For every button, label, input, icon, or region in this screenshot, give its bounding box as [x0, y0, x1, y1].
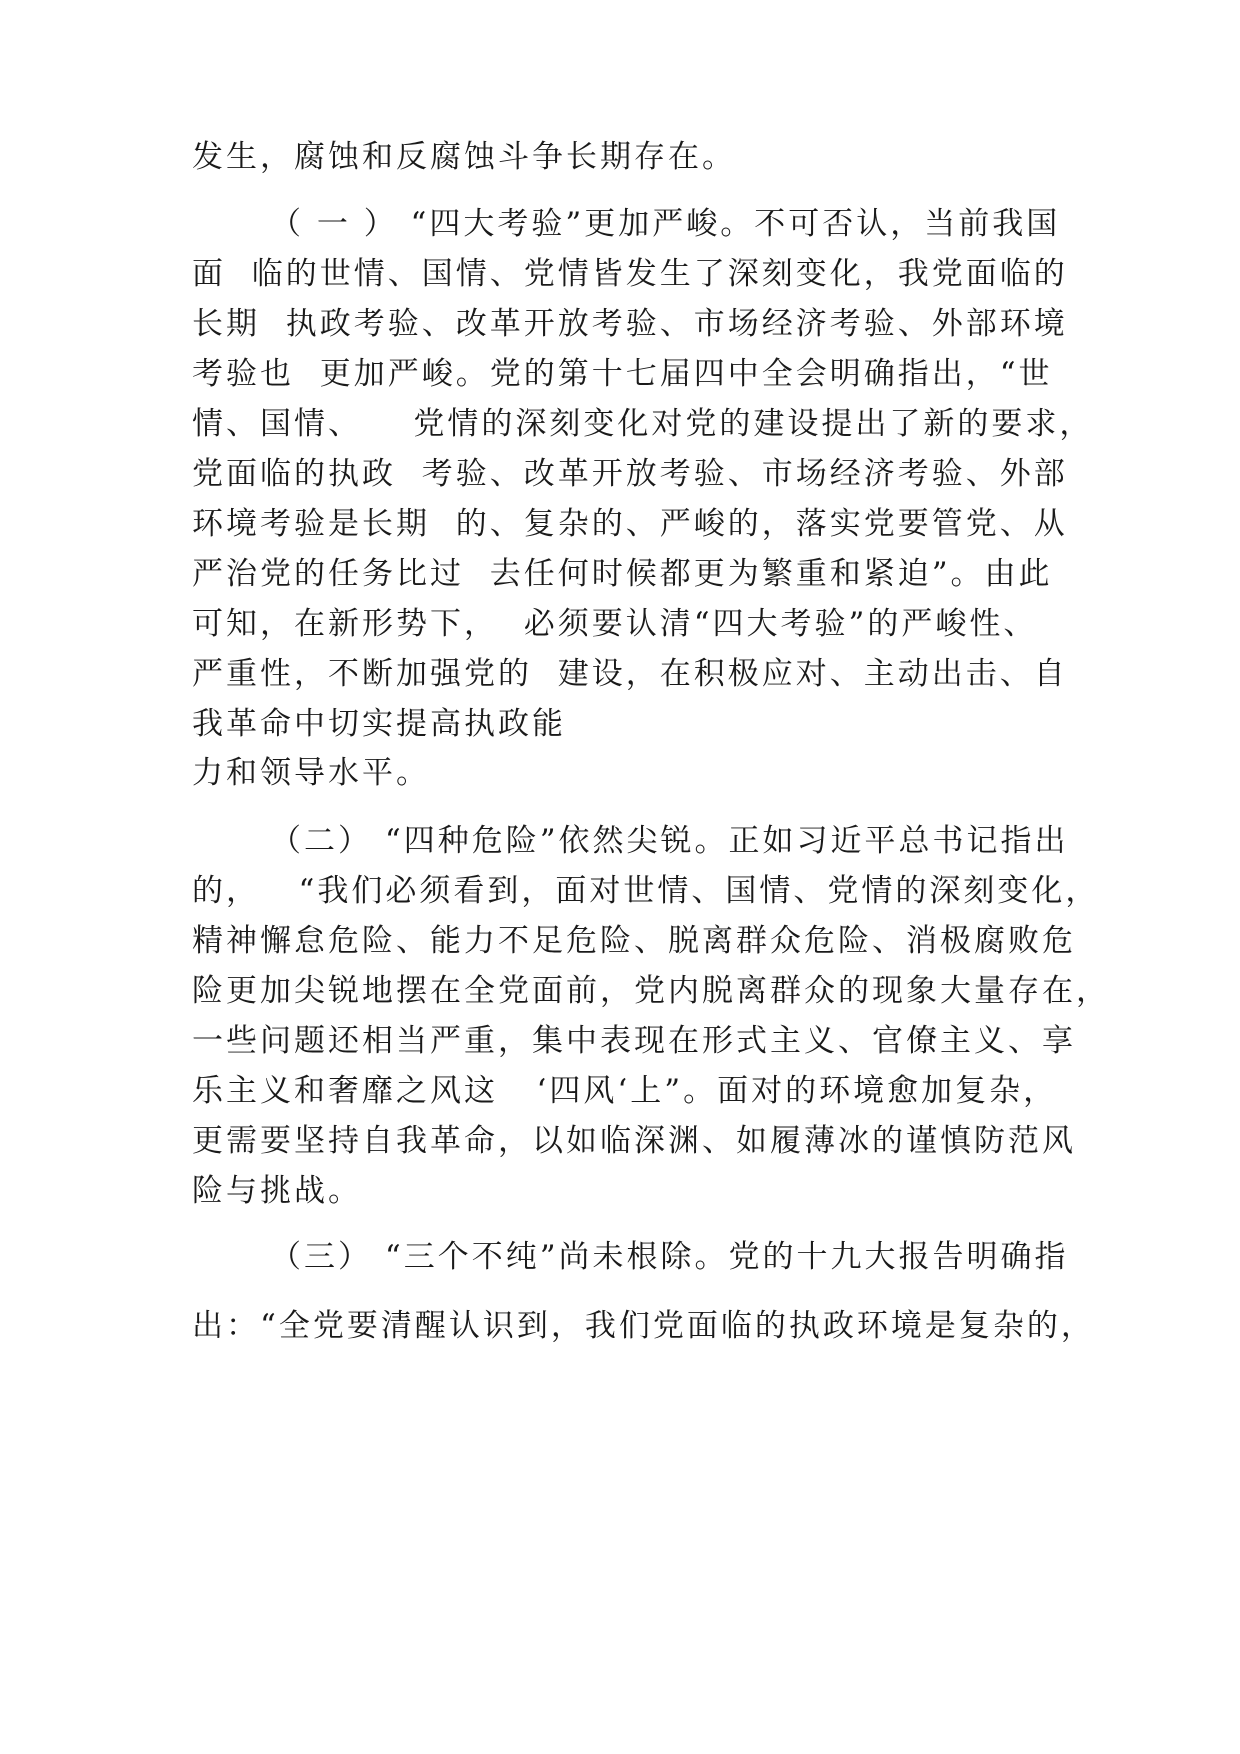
text-line: 险与挑战。 — [192, 1173, 362, 1209]
text-line: 严治党的任务比过 去任何时候都更为繁重和紧迫”。由此 — [192, 556, 1053, 592]
section-heading-line: （ 一 ） “四大考验”更加严峻。不可否认，当前我国 — [270, 206, 1061, 242]
text-line: 我革命中切实提高执政能 — [192, 706, 566, 742]
section-heading-line: （二） “四种危险”依然尖锐。正如习近平总书记指出 — [270, 823, 1069, 859]
text-line: 可知，在新形势下， 必须要认清“四大考验”的严峻性、 — [192, 606, 1038, 642]
text-line: 更需要坚持自我革命，以如临深渊、如履薄冰的谨慎防范风 — [192, 1123, 1076, 1159]
text-line: 乐主义和奢靡之风这 ‘四风‘上”。面对的环境愈加复杂， — [192, 1073, 1058, 1109]
section-heading-line: （三） “三个不纯”尚未根除。党的十九大报告明确指 — [270, 1239, 1069, 1275]
text-line: 面 临的世情、国情、党情皆发生了深刻变化，我党面临的 — [192, 256, 1068, 292]
text-line: 情、国情、 党情的深刻变化对党的建设提出了新的要求， — [192, 406, 1094, 442]
text-line: 党面临的执政 考验、改革开放考验、市场经济考验、外部 — [192, 456, 1068, 492]
text-line: 的， “我们必须看到，面对世情、国情、党情的深刻变化， — [192, 873, 1100, 909]
text-line: 力和领导水平。 — [192, 755, 430, 791]
text-line: 发生，腐蚀和反腐蚀斗争长期存在。 — [192, 139, 736, 175]
text-line: 考验也 更加严峻。党的第十七届四中全会明确指出，“世 — [192, 356, 1053, 392]
text-line: 长期 执政考验、改革开放考验、市场经济考验、外部环境 — [192, 306, 1068, 342]
text-line: 险更加尖锐地摆在全党面前，党内脱离群众的现象大量存在， — [192, 973, 1110, 1009]
text-line: 出：“全党要清醒认识到，我们党面临的执政环境是复杂的， — [192, 1308, 1095, 1344]
text-line: 环境考验是长期 的、复杂的、严峻的，落实党要管党、从 — [192, 506, 1068, 542]
text-line: 严重性，不断加强党的 建设，在积极应对、主动出击、自 — [192, 656, 1068, 692]
text-line: 精神懈怠危险、能力不足危险、脱离群众危险、消极腐败危 — [192, 923, 1076, 959]
text-line: 一些问题还相当严重，集中表现在形式主义、官僚主义、享 — [192, 1023, 1076, 1059]
